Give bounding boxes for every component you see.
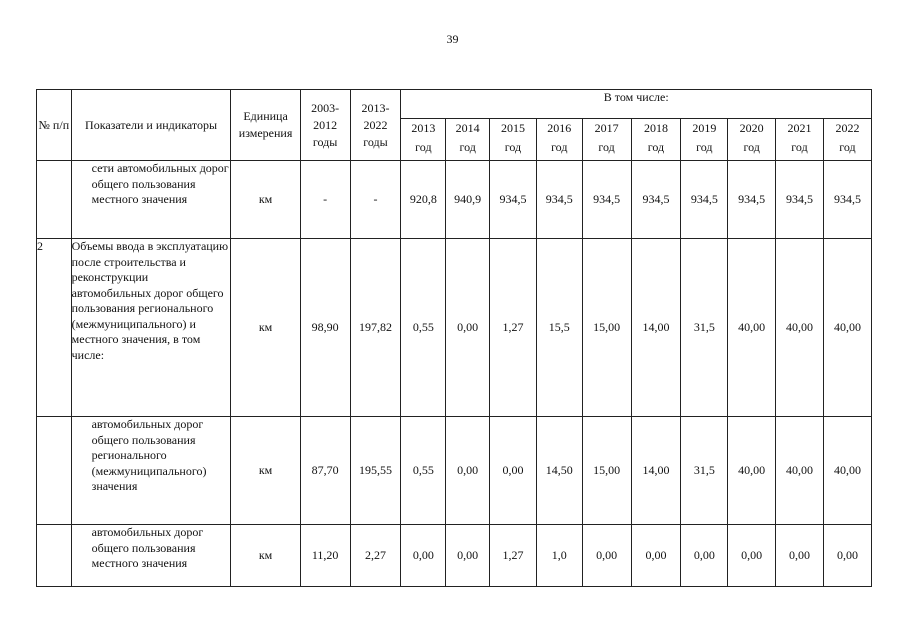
header-year-number: 2018 [643,121,668,135]
row-value-2013: 920,8 [401,161,446,239]
row-period-2013-2022: 2,27 [350,525,401,587]
header-year-label: год [598,140,615,154]
row-unit: км [231,239,300,417]
header-year-label: год [504,140,522,154]
header-including: В том числе: [401,90,872,119]
header-year-2014 [446,119,490,161]
row-period-2013-2022: - [350,161,401,239]
header-year-2018 [631,119,681,161]
row-value-2016: 934,5 [536,161,582,239]
row-unit: км [231,161,300,239]
row-value-2015: 0,00 [490,417,537,525]
row-value-2022: 934,5 [823,161,871,239]
row-value-2013: 0,55 [401,239,446,417]
row-value-2020: 0,00 [728,525,776,587]
row-indicator: Объемы ввода в эксплуатацию после строительства и реконструкции автомобильных дорог общего пользования регионального (межмуниципального) и местного значения, в том числе: [71,239,231,417]
row-value-2018: 14,00 [631,417,681,525]
header-year-label: год [696,140,713,154]
header-year-2022 [823,119,871,161]
row-unit: км [231,417,300,525]
header-year-number: 2015 [500,121,525,135]
header-year-2016 [536,119,582,161]
row-value-2020: 934,5 [728,161,776,239]
header-2003-2012: 2003-2012 годы [300,90,350,161]
row-value-2019: 31,5 [681,239,728,417]
row-period-2013-2022: 197,82 [350,239,401,417]
row-period-2003-2012: 87,70 [300,417,350,525]
indicators-table [36,89,872,587]
row-value-2018: 0,00 [631,525,681,587]
row-value-2019: 934,5 [681,161,728,239]
row-number [37,417,72,525]
header-year-number: 2022 [835,121,860,135]
row-value-2014: 0,00 [446,525,490,587]
table-row [37,417,872,525]
row-value-2016: 15,5 [536,239,582,417]
row-period-2003-2012: - [300,161,350,239]
row-number: 2 [37,239,72,417]
row-indicator: сети автомобильных дорог общего пользования местного значения [71,161,231,239]
row-value-2018: 934,5 [631,161,681,239]
header-unit: Единица измерения [231,90,300,161]
row-value-2013: 0,55 [401,417,446,525]
header-year-label: год [791,140,808,154]
header-year-2020 [728,119,776,161]
header-year-label: год [551,140,568,154]
header-year-number: 2019 [692,121,717,135]
header-year-label: год [647,140,665,154]
row-number [37,161,72,239]
row-value-2019: 31,5 [681,417,728,525]
row-value-2014: 0,00 [446,239,490,417]
row-value-2021: 934,5 [776,161,824,239]
row-value-2019: 0,00 [681,525,728,587]
row-value-2022: 40,00 [823,417,871,525]
table-row [37,161,872,239]
row-value-2021: 40,00 [776,417,824,525]
row-number [37,525,72,587]
header-year-2013 [401,119,446,161]
row-value-2017: 934,5 [582,161,631,239]
header-year-2019 [681,119,728,161]
header-year-number: 2014 [455,121,480,135]
row-value-2015: 1,27 [490,239,537,417]
header-year-label: год [743,140,760,154]
header-year-number: 2013 [411,121,436,135]
header-2013-2022: 2013-2022 годы [350,90,401,161]
row-value-2020: 40,00 [728,239,776,417]
header-year-number: 2021 [787,121,812,135]
row-period-2003-2012: 98,90 [300,239,350,417]
row-unit: км [231,525,300,587]
row-value-2013: 0,00 [401,525,446,587]
row-period-2013-2022: 195,55 [350,417,401,525]
row-value-2018: 14,00 [631,239,681,417]
header-no: № п/п [37,90,72,161]
row-value-2017: 0,00 [582,525,631,587]
header-year-2021 [776,119,824,161]
row-value-2014: 940,9 [446,161,490,239]
row-value-2021: 0,00 [776,525,824,587]
page-number: 39 [446,32,459,46]
row-value-2016: 1,0 [536,525,582,587]
row-value-2017: 15,00 [582,239,631,417]
row-value-2015: 934,5 [490,161,537,239]
row-indicator: автомобильных дорог общего пользования местного значения [71,525,231,587]
row-indicator: автомобильных дорог общего пользования регионального (межмуниципального) значения [71,417,231,525]
header-year-number: 2016 [547,121,572,135]
header-year-label: год [839,140,856,154]
row-value-2022: 0,00 [823,525,871,587]
row-value-2015: 1,27 [490,525,537,587]
row-value-2020: 40,00 [728,417,776,525]
header-year-2015 [490,119,537,161]
header-year-label: год [415,140,432,154]
table-row [37,239,872,417]
row-period-2003-2012: 11,20 [300,525,350,587]
row-value-2014: 0,00 [446,417,490,525]
header-year-number: 2020 [739,121,764,135]
table-row [37,525,872,587]
row-value-2022: 40,00 [823,239,871,417]
row-value-2016: 14,50 [536,417,582,525]
header-year-2017 [582,119,631,161]
header-indicator: Показатели и индикаторы [71,90,231,161]
row-value-2021: 40,00 [776,239,824,417]
header-year-number: 2017 [594,121,619,135]
header-year-label: год [459,140,476,154]
row-value-2017: 15,00 [582,417,631,525]
